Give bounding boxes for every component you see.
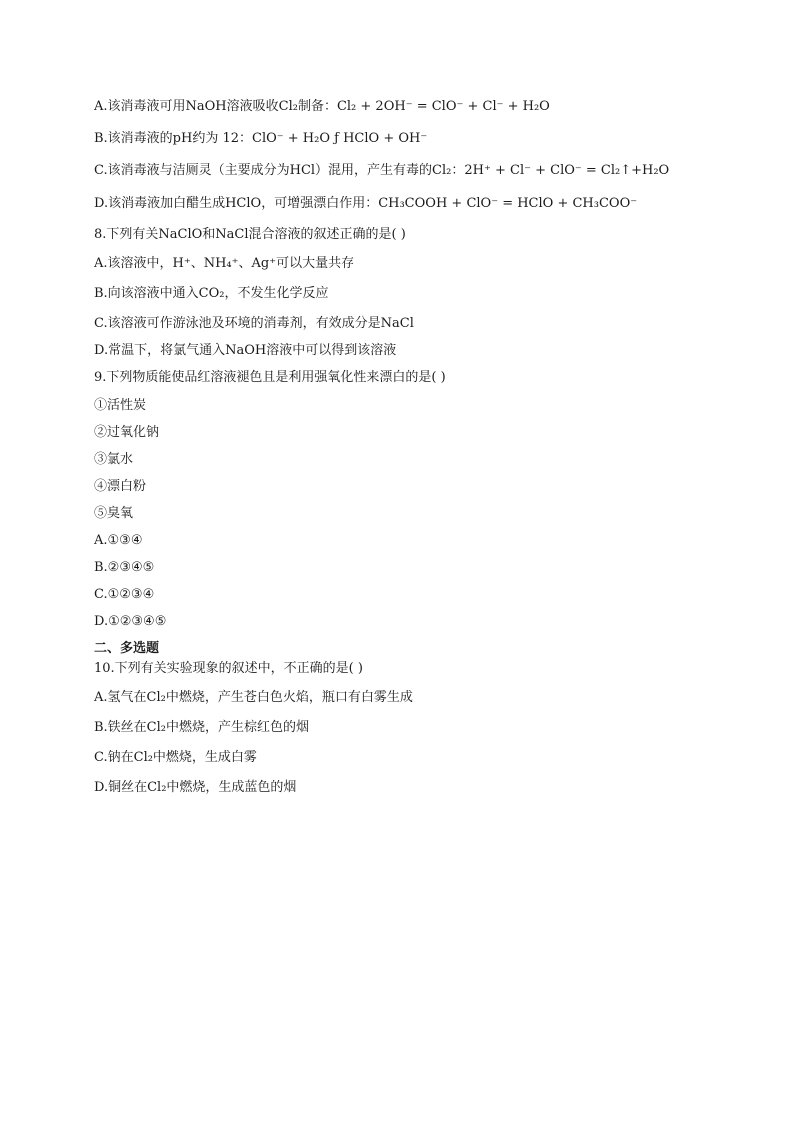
q8-option-b: B.向该溶液中通入CO₂，不发生化学反应 (94, 286, 329, 301)
q9-option-a: A.①③④ (94, 533, 143, 548)
q8-option-d: D.常温下，将氯气通入NaOH溶液中可以得到该溶液 (94, 343, 397, 358)
q9-item-1: ①活性炭 (94, 398, 147, 413)
q9-item-2: ②过氧化钠 (94, 425, 160, 440)
q9-option-c: C.①②③④ (94, 587, 155, 602)
section-heading-multiple-choice: 二、多选题 (94, 641, 160, 656)
q9-option-b: B.②③④⑤ (94, 560, 155, 575)
q10-option-c: C.钠在Cl₂中燃烧，生成白雾 (94, 750, 257, 765)
q8-option-a: A.该溶液中，H⁺、NH₄⁺、Ag⁺可以大量共存 (94, 256, 355, 271)
q9-option-d: D.①②③④⑤ (94, 614, 167, 629)
q7-option-a: A.该消毒液可用NaOH溶液吸收Cl₂制备：Cl₂ + 2OH⁻ = ClO⁻ + Cl⁻ + H₂O (94, 99, 550, 114)
q9-item-5: ⑤臭氧 (94, 506, 134, 521)
q7-option-d: D.该消毒液加白醋生成HClO，可增强漂白作用：CH₃COOH + ClO⁻ = HClO + CH₃COO⁻ (94, 196, 638, 211)
q9-item-3: ③氯水 (94, 452, 134, 467)
q10-option-d: D.铜丝在Cl₂中燃烧，生成蓝色的烟 (94, 780, 297, 795)
q8-stem: 8.下列有关NaClO和NaCl混合溶液的叙述正确的是( ) (94, 227, 406, 242)
q9-stem: 9.下列物质能使品红溶液褪色且是利用强氧化性来漂白的是( ) (94, 370, 446, 385)
q7-option-c: C.该消毒液与洁厕灵（主要成分为HCl）混用，产生有毒的Cl₂：2H⁺ + Cl⁻ + ClO⁻ = Cl₂↑+H₂O (94, 163, 670, 178)
q9-item-4: ④漂白粉 (94, 479, 147, 494)
q10-stem: 10.下列有关实验现象的叙述中，不正确的是( ) (94, 661, 363, 676)
q10-option-a: A.氢气在Cl₂中燃烧，产生苍白色火焰，瓶口有白雾生成 (94, 690, 413, 705)
q10-option-b: B.铁丝在Cl₂中燃烧，产生棕红色的烟 (94, 720, 310, 735)
q8-option-c: C.该溶液可作游泳池及环境的消毒剂，有效成分是NaCl (94, 316, 414, 331)
q7-option-b: B.该消毒液的pH约为 12：ClO⁻ + H₂O ƒ HClO + OH⁻ (94, 131, 428, 146)
